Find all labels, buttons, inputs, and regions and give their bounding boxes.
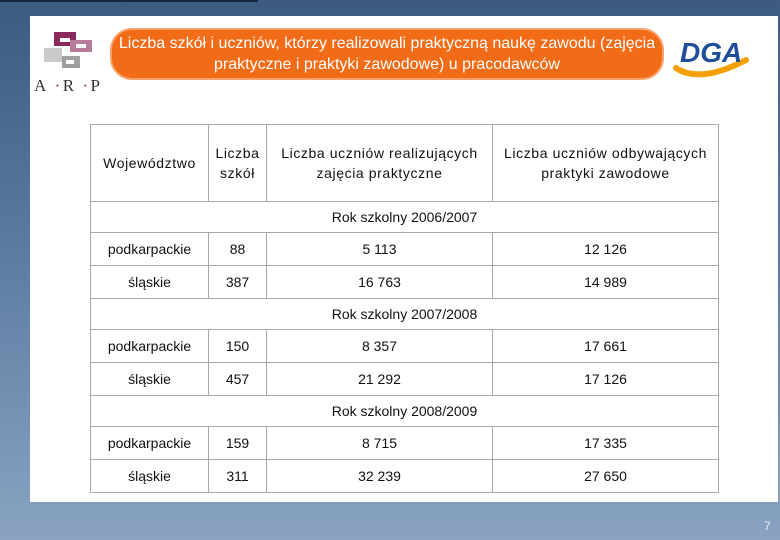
cell-schools: 457: [209, 363, 267, 396]
section-label: Rok szkolny 2007/2008: [91, 299, 719, 330]
statistics-table: [90, 124, 719, 493]
cell-practical-classes: 8 715: [267, 427, 493, 460]
slide-title-banner: [110, 28, 664, 80]
cell-practical-classes: 21 292: [267, 363, 493, 396]
table-row: [91, 363, 719, 396]
arp-letter-r: R: [62, 76, 81, 95]
table-row: [91, 233, 719, 266]
cell-schools: 88: [209, 233, 267, 266]
dga-logo: [670, 30, 754, 82]
arp-letter-p: P: [90, 76, 106, 95]
arp-logo-mark-icon: [40, 26, 100, 76]
section-label: Rok szkolny 2006/2007: [91, 202, 719, 233]
cell-internships: 17 661: [493, 330, 719, 363]
dga-logo-icon: [670, 30, 754, 82]
cell-schools: 387: [209, 266, 267, 299]
cell-practical-classes: 16 763: [267, 266, 493, 299]
section-label: Rok szkolny 2008/2009: [91, 396, 719, 427]
header-region: Województwo: [91, 125, 209, 202]
page-number: 7: [764, 519, 771, 533]
cell-region: śląskie: [91, 460, 209, 493]
table-header-row: [91, 125, 719, 202]
cell-internships: 14 989: [493, 266, 719, 299]
cell-region: śląskie: [91, 266, 209, 299]
cell-schools: 150: [209, 330, 267, 363]
cell-internships: 27 650: [493, 460, 719, 493]
cell-internships: 17 335: [493, 427, 719, 460]
cell-region: podkarpackie: [91, 233, 209, 266]
table-row: [91, 427, 719, 460]
arp-letter-a: A: [34, 76, 53, 95]
header-internships: Liczba uczniów odbywających praktyki zawodowe: [493, 125, 719, 202]
cell-schools: 311: [209, 460, 267, 493]
cell-schools: 159: [209, 427, 267, 460]
cell-region: śląskie: [91, 363, 209, 396]
cell-practical-classes: 8 357: [267, 330, 493, 363]
cell-internships: 12 126: [493, 233, 719, 266]
top-border-line: [0, 0, 258, 2]
cell-internships: 17 126: [493, 363, 719, 396]
table-row: [91, 330, 719, 363]
section-row: [91, 202, 719, 233]
cell-practical-classes: 32 239: [267, 460, 493, 493]
cell-region: podkarpackie: [91, 330, 209, 363]
cell-practical-classes: 5 113: [267, 233, 493, 266]
slide-panel: [30, 16, 778, 502]
section-row: [91, 396, 719, 427]
arp-logo: [30, 24, 110, 96]
slide-title: Liczba szkół i uczniów, którzy realizowali praktyczną naukę zawodu (zajęcia praktyczne i praktyki zawodowe) u pracodawców: [118, 35, 656, 73]
section-row: [91, 299, 719, 330]
dga-logo-text: DGA: [680, 37, 743, 68]
table-row: [91, 266, 719, 299]
table-row: [91, 460, 719, 493]
cell-region: podkarpackie: [91, 427, 209, 460]
header-practical-classes: Liczba uczniów realizujących zajęcia praktyczne: [267, 125, 493, 202]
header-schools: Liczba szkół: [209, 125, 267, 202]
arp-letters: A · R · P: [34, 76, 106, 95]
